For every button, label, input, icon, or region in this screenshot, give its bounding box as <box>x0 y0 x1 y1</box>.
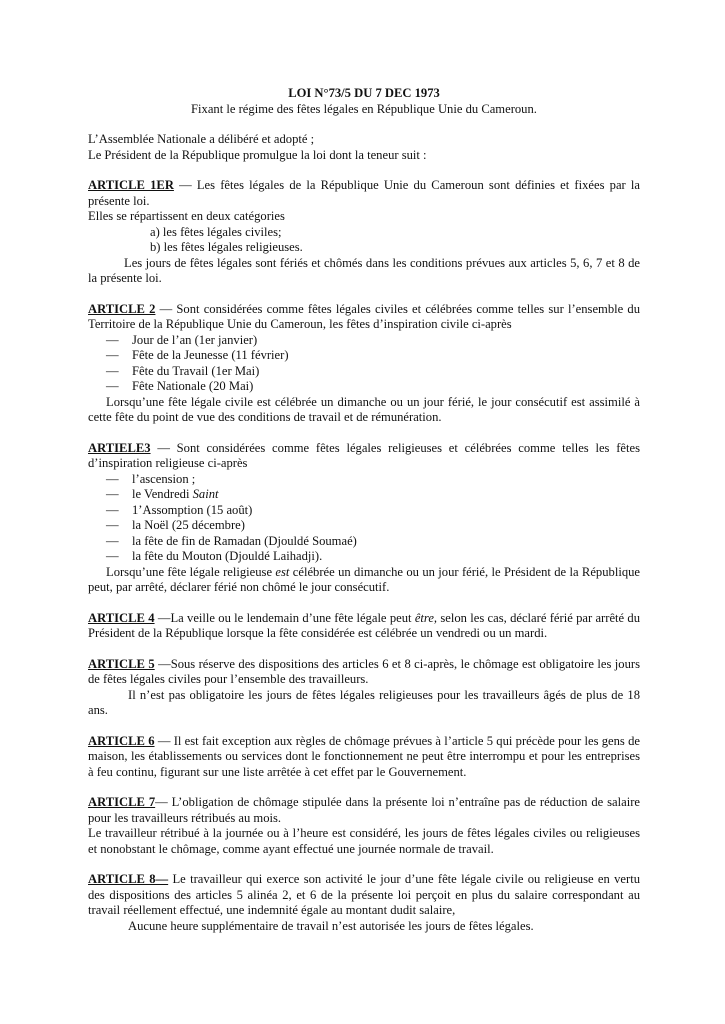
article-6-label: ARTICLE 6 <box>88 733 155 748</box>
article-7 <box>88 795 640 826</box>
article-1-category-a: a) les fêtes légales civiles; <box>150 224 282 239</box>
list-item: — la fête de fin de Ramadan (Djouldé Soumaé) <box>106 533 357 548</box>
article-2-label: ARTICLE 2 <box>88 301 156 316</box>
article-8-closing: Aucune heure supplémentaire de travail n’est autorisée les jours de fêtes légales. <box>128 918 534 933</box>
article-7-label: ARTICLE 7 <box>88 795 156 809</box>
article-4: ARTICLE 4 —La veille ou le lendemain d’une fête légale peut être, selon les cas, déclaré férié par arrêté du Président de la République lorsque la fête considérée est célébrée un vendredi ou un mardi. <box>88 610 641 640</box>
article-3-label: ARTIELE3 <box>88 440 151 455</box>
article-8-text: Le travailleur qui exerce son activité le jour d’une fête légale civile ou religieuse en vertu des dispositions des articles 5 alinéa 2, et 6 de la présente loi perçoit en plus du salaire correspondant au travail réellement effectué, une indemnité égale au montant dudit salaire, <box>88 872 640 917</box>
article-5-closing: Il n’est pas obligatoire les jours de fêtes légales religieuses pour les travailleurs âgés de plus de 18 ans. <box>88 687 640 717</box>
article-1-category-b: b) les fêtes légales religieuses. <box>150 240 303 254</box>
title-block <box>88 86 640 117</box>
list-item: — la Noël (25 décembre) <box>106 518 245 532</box>
article-1-closing: Les jours de fêtes légales sont fériés et chômés dans les conditions prévues aux articles 5, 6, 7 et 8 de la présente loi. <box>88 255 640 285</box>
article-3-closing: Lorsqu’une fête légale religieuse est célébrée un dimanche ou un jour férié, le Président de la République peut, par arrêté, déclarer férié non chômé le jour consécutif. <box>88 564 640 594</box>
law-title: LOI N°73/5 DU 7 DEC 1973 <box>288 86 440 100</box>
article-8 <box>88 872 640 919</box>
article-6 <box>88 734 640 781</box>
list-item: — 1’Assomption (15 août) <box>106 502 253 517</box>
article-1 <box>88 178 640 209</box>
law-subtitle: Fixant le régime des fêtes légales en République Unie du Cameroun. <box>191 101 537 116</box>
list-item: — Fête du Travail (1er Mai) <box>106 363 260 378</box>
article-8-label: ARTICLE 8— <box>88 872 169 886</box>
article-7-closing: Le travailleur rétribué à la journée ou à l’heure est considéré, les jours de fêtes légales civiles ou religieuses et nonobstant le chômage, comme ayant effectué une journée normale de travail. <box>88 826 640 856</box>
article-7-text: — L’obligation de chômage stipulée dans la présente loi n’entraîne pas de réduction de salaire pour les travailleurs rétribués au mois. <box>88 795 641 825</box>
list-item: — Fête de la Jeunesse (11 février) <box>106 348 289 362</box>
article-2 <box>88 302 640 333</box>
list-item: — Jour de l’an (1er janvier) <box>106 332 258 347</box>
preamble-line-2: Le Président de la République promulgue la loi dont la teneur suit : <box>88 147 427 162</box>
article-5 <box>88 657 640 688</box>
list-item: — le Vendredi Saint <box>106 487 219 501</box>
document-body <box>88 86 640 934</box>
article-2-text: — Sont considérées comme fêtes légales civiles et célébrées comme telles sur l’ensemble du Territoire de la République Unie du Cameroun, les fêtes d’inspiration civile ci-après <box>88 301 640 331</box>
article-1-label: ARTICLE 1ER <box>88 178 174 192</box>
article-1-text: — Les fêtes légales de la République Unie du Cameroun sont définies et fixées par la présente loi. <box>88 178 640 208</box>
article-6-text: — Il est fait exception aux règles de chômage prévues à l’article 5 qui précède pour les gens de maison, les établissements ou services dont le fonctionnement ne peut être interrompu et pour les entreprises à feu continu, figurant sur une liste arrêtée à cet effet par le Gouvernement. <box>88 733 641 779</box>
article-4-label: ARTICLE 4 <box>88 610 155 625</box>
article-3-text: — Sont considérées comme fêtes légales religieuses et célébrées comme telles les fêtes d’inspiration religieuse ci-après <box>88 440 640 470</box>
article-1-categories-intro: Elles se répartissent en deux catégories <box>88 209 285 223</box>
list-item: — Fête Nationale (20 Mai) <box>106 379 254 393</box>
article-5-text: —Sous réserve des dispositions des articles 6 et 8 ci-après, le chômage est obligatoire les jours de fêtes légales civiles pour l’ensemble des travailleurs. <box>88 656 640 686</box>
preamble-line-1: L’Assemblée Nationale a délibéré et adopté ; <box>88 132 315 146</box>
article-5-label: ARTICLE 5 <box>88 656 155 671</box>
article-2-closing: Lorsqu’une fête légale civile est célébrée un dimanche ou un jour férié, le jour consécutif est assimilé à cette fête du point de vue des conditions de travail et de rémunération. <box>88 394 640 424</box>
list-item: — la fête du Mouton (Djouldé Laihadji). <box>106 549 323 563</box>
list-item: — l’ascension ; <box>106 471 196 486</box>
article-3 <box>88 441 640 472</box>
